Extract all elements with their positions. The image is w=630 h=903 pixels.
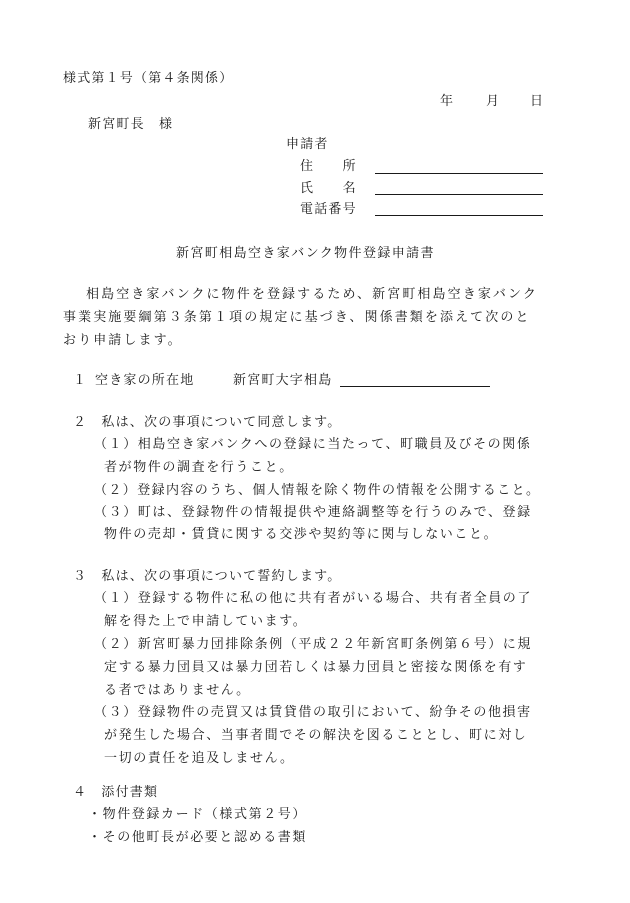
pledge-heading: ３ 私は、次の事項について誓約します。: [73, 569, 342, 584]
date-day-label: 日: [530, 94, 545, 109]
section-number: １: [73, 373, 88, 388]
consent-item-line: （２）登録内容のうち、個人情報を除く物件の情報を公開すること。: [94, 483, 541, 498]
pledge-item-line: 解を得た上で申請しています。: [104, 614, 308, 629]
phone-field[interactable]: [375, 215, 543, 216]
pledge-item-line: （３）登録物件の売買又は賃貸借の取引において、紛争その他損害: [94, 705, 532, 720]
pledge-item-line: る者ではありません。: [104, 683, 251, 698]
addressee: 新宮町長 様: [88, 117, 174, 132]
pledge-item-line: が発生した場合、当事者間でその解決を図ることとし、町に対し: [104, 728, 528, 743]
attachment-item: ・その他町長が必要と認める書類: [88, 830, 308, 845]
name-field[interactable]: [375, 194, 543, 195]
consent-item-line: 者が物件の調査を行うこと。: [104, 460, 294, 475]
intro-line: おり申請します。: [63, 333, 183, 348]
applicant-heading: 申請者: [286, 137, 329, 152]
attachment-item: ・物件登録カード（様式第２号）: [88, 807, 308, 822]
pledge-item-line: 一切の責任を追及しません。: [104, 751, 295, 766]
phone-label: 電話番号: [300, 202, 357, 217]
location-prefix: 新宮町大字相島: [233, 373, 333, 388]
consent-item-line: （１）相島空き家バンクへの登録に当たって、町職員及びその関係: [94, 437, 532, 452]
address-field[interactable]: [375, 173, 543, 174]
form-number: 様式第１号（第４条関係）: [63, 71, 234, 86]
date-month-label: 月: [486, 94, 501, 109]
address-label: 住 所: [300, 159, 357, 174]
consent-heading: ２ 私は、次の事項について同意します。: [73, 415, 342, 430]
pledge-item-line: （２）新宮町暴力団排除条例（平成２２年新宮町条例第６号）に規: [94, 637, 533, 652]
date-year-label: 年: [440, 94, 455, 109]
document-title: 新宮町相島空き家バンク物件登録申請書: [176, 246, 435, 261]
location-label: 空き家の所在地: [95, 373, 195, 388]
pledge-item-line: （１）登録する物件に私の他に共有者がいる場合、共有者全員の了: [94, 591, 533, 606]
intro-line: 事業実施要綱第３条第１項の規定に基づき、関係書類を添えて次のと: [63, 310, 531, 325]
pledge-item-line: 定する暴力団員又は暴力団若しくは暴力団員と密接な関係を有す: [104, 660, 528, 675]
location-field[interactable]: [340, 386, 490, 387]
consent-item-line: 物件の売却・賃貸に関する交渉や契約等に関与しないこと。: [104, 527, 499, 542]
attachments-heading: ４ 添付書類: [73, 785, 159, 800]
consent-item-line: （３）町は、登録物件の情報提供や連絡調整等を行うのみで、登録: [94, 505, 532, 520]
name-label: 氏 名: [300, 181, 357, 196]
intro-line: 相島空き家バンクに物件を登録するため、新宮町相島空き家バンク: [86, 287, 538, 302]
